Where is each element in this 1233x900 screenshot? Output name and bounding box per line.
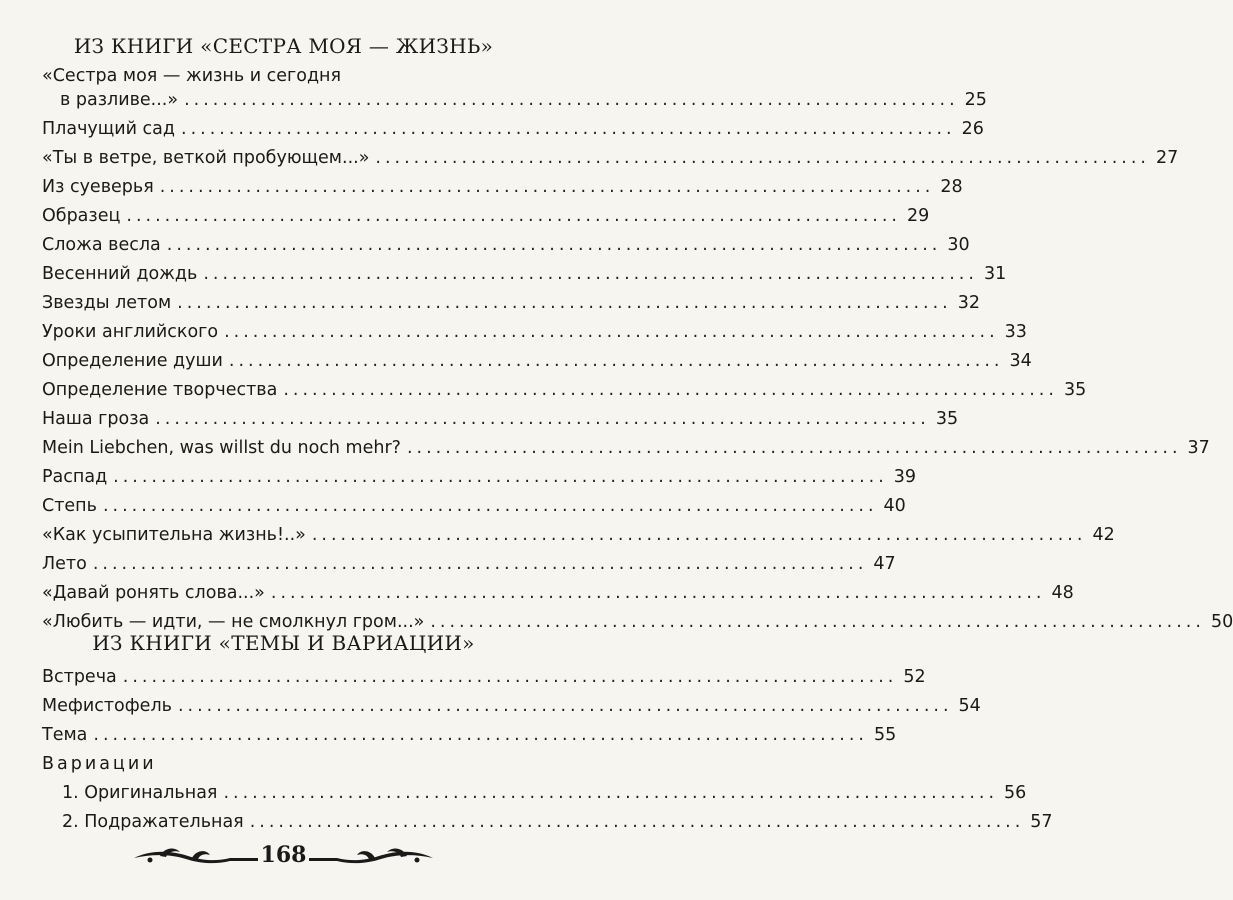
entry-title: Плачущий сад xyxy=(42,119,176,139)
entry-title: «Как усыпительна жизнь!..» xyxy=(42,525,306,545)
dot-leader: ................................................................................. xyxy=(159,177,935,197)
toc-entry xyxy=(42,812,1053,841)
entry-title: Mein Liebchen, was willst du noch mehr? xyxy=(42,438,401,458)
dot-leader: ................................................................................. xyxy=(311,525,1087,545)
entry-title: Встреча xyxy=(42,667,117,687)
toc-entry xyxy=(42,235,970,264)
toc-entry xyxy=(42,496,906,525)
entry-title: «Сестра моя — жизнь и сегодня xyxy=(42,66,342,86)
group-heading-title: Вариации xyxy=(42,754,157,774)
entry-title: Уроки английского xyxy=(42,322,219,342)
entry-title: Весенний дождь xyxy=(42,264,198,284)
dot-leader: ................................................................................. xyxy=(223,783,999,803)
dot-leader: ................................................................................. xyxy=(155,409,930,429)
toc-entry xyxy=(42,554,896,583)
entry-title: в разливе...» xyxy=(60,90,179,110)
dot-leader: ................................................................................. xyxy=(92,554,868,574)
toc-entry xyxy=(42,380,1087,409)
toc-entry xyxy=(42,783,1027,812)
entry-page: 26 xyxy=(961,119,984,139)
toc-entry xyxy=(42,66,542,90)
entry-page: 29 xyxy=(906,206,930,226)
toc-entry xyxy=(42,583,1074,612)
toc-entry xyxy=(42,293,981,322)
entry-title: Определение творчества xyxy=(42,380,278,400)
entry-page: 35 xyxy=(1063,380,1087,400)
entry-title: Определение души xyxy=(42,351,223,371)
dot-leader: ................................................................................. xyxy=(177,293,952,313)
dot-leader: ................................................................................. xyxy=(184,90,959,110)
entry-page: 48 xyxy=(1051,583,1074,603)
entry-title: 1. Оригинальная xyxy=(62,783,218,803)
toc-entry xyxy=(42,409,959,438)
entry-title: Мефистофель xyxy=(42,696,172,716)
toc-list-section2 xyxy=(42,667,1053,841)
toc-entry xyxy=(42,667,926,696)
entry-title: «Любить — идти, — не смолкнул гром...» xyxy=(42,612,425,632)
entry-title: Степь xyxy=(42,496,97,516)
dot-leader: ................................................................................. xyxy=(102,496,878,516)
dot-leader: ................................................................................. xyxy=(406,438,1182,458)
toc-entry xyxy=(42,148,1179,177)
entry-page: 56 xyxy=(1004,783,1027,803)
toc-entry xyxy=(42,467,917,496)
entry-page: 27 xyxy=(1156,148,1179,168)
dot-leader: ................................................................................. xyxy=(283,380,1058,400)
dot-leader: ................................................................................. xyxy=(249,812,1025,832)
toc-entry xyxy=(42,177,963,206)
entry-title: Распад xyxy=(42,467,108,487)
entry-page: 28 xyxy=(940,177,963,197)
dot-leader: ................................................................................. xyxy=(228,351,1004,371)
entry-page: 40 xyxy=(883,496,906,516)
toc-entry xyxy=(42,90,987,119)
dot-leader: ................................................................................. xyxy=(126,206,901,226)
toc-entry xyxy=(42,351,1032,380)
toc-entry xyxy=(42,525,1115,554)
entry-title: Сложа весла xyxy=(42,235,161,255)
entry-page: 42 xyxy=(1092,525,1115,545)
entry-page: 35 xyxy=(935,409,959,429)
toc-group-heading xyxy=(42,754,542,783)
entry-title: Тема xyxy=(42,725,88,745)
dot-leader: ................................................................................. xyxy=(181,119,956,139)
dot-leader: ................................................................................. xyxy=(270,583,1046,603)
entry-page: 25 xyxy=(964,90,987,110)
entry-title: Наша гроза xyxy=(42,409,150,429)
toc-entry xyxy=(42,206,930,235)
entry-title: «Давай ронять слова...» xyxy=(42,583,265,603)
toc-entry xyxy=(42,119,984,148)
entry-page: 30 xyxy=(947,235,970,255)
entry-page: 31 xyxy=(983,264,1007,284)
entry-title: Звезды летом xyxy=(42,293,172,313)
dot-leader: ................................................................................. xyxy=(113,467,888,487)
toc-list-section1 xyxy=(42,66,1233,641)
toc-entry xyxy=(42,696,981,725)
entry-page: 54 xyxy=(958,696,981,716)
page-footer xyxy=(130,838,437,874)
entry-page: 33 xyxy=(1004,322,1027,342)
page-number: 168 xyxy=(260,842,307,868)
entry-page: 55 xyxy=(873,725,897,745)
section-heading: ИЗ КНИГИ «СЕСТРА МОЯ — ЖИЗНЬ» xyxy=(73,34,494,58)
entry-page: 39 xyxy=(893,467,917,487)
entry-page: 52 xyxy=(903,667,926,687)
entry-title: Лето xyxy=(42,554,87,574)
dot-leader: ................................................................................. xyxy=(93,725,868,745)
dot-leader: ................................................................................. xyxy=(430,612,1205,632)
entry-page: 50 xyxy=(1210,612,1233,632)
entry-title: Из суеверья xyxy=(42,177,154,197)
entry-title: «Ты в ветре, веткой пробующем...» xyxy=(42,148,370,168)
toc-entry xyxy=(42,725,897,754)
toc-entry xyxy=(42,322,1027,351)
dot-leader: ................................................................................. xyxy=(375,148,1150,168)
dot-leader: ................................................................................. xyxy=(166,235,942,255)
dot-leader: ................................................................................. xyxy=(177,696,953,716)
entry-page: 57 xyxy=(1030,812,1053,832)
dot-leader: ................................................................................. xyxy=(122,667,898,687)
section-heading: ИЗ КНИГИ «ТЕМЫ И ВАРИАЦИИ» xyxy=(92,631,475,655)
dot-leader: ................................................................................. xyxy=(203,264,978,284)
entry-page: 32 xyxy=(957,293,981,313)
entry-title: Образец xyxy=(42,206,121,226)
entry-page: 37 xyxy=(1187,438,1210,458)
toc-entry xyxy=(42,438,1210,467)
entry-title: 2. Подражательная xyxy=(62,812,244,832)
toc-entry xyxy=(42,264,1007,293)
dot-leader: ................................................................................. xyxy=(224,322,999,342)
entry-page: 47 xyxy=(873,554,896,574)
entry-page: 34 xyxy=(1009,351,1032,371)
